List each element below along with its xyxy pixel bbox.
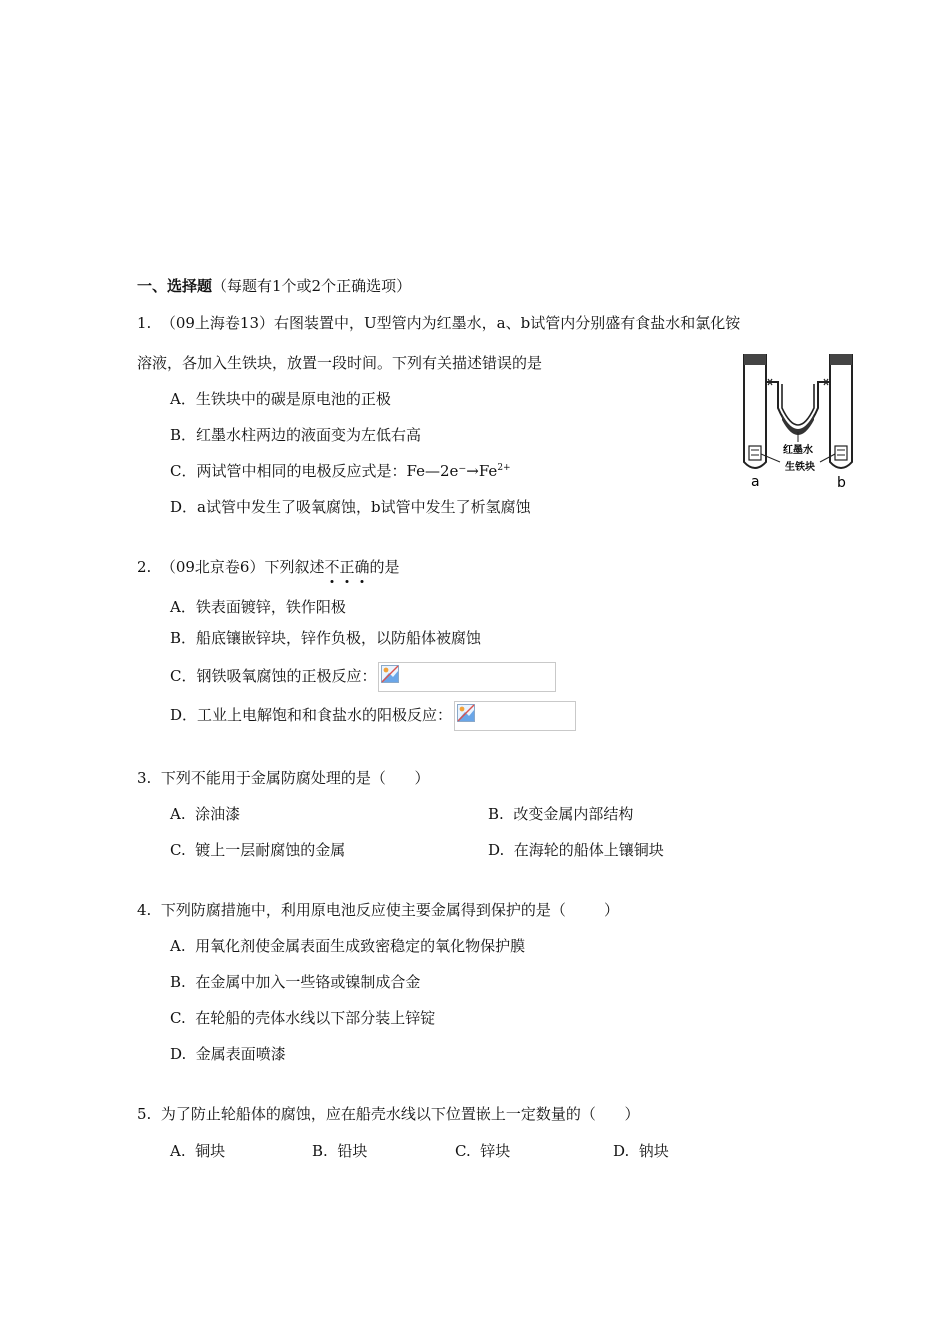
section-title-text: 一、选择题	[137, 277, 213, 295]
q1-option-c	[170, 461, 511, 481]
q3-option-d: D. 在海轮的船体上镶铜块	[488, 841, 664, 859]
q3-option-b: B. 改变金属内部结构	[488, 805, 634, 823]
q3-option-a: A. 涂油漆	[170, 805, 241, 823]
stopper-b	[830, 354, 852, 365]
q2-option-a: A．铁表面镀锌，铁作阳极	[170, 598, 346, 616]
q4-option-b: B. 在金属中加入一些铬或镍制成合金	[170, 973, 421, 991]
q1-stem-line2: 溶液，各加入生铁块，放置一段时间。下列有关描述错误的是	[137, 354, 543, 372]
broken-image-icon	[457, 704, 475, 722]
q3-option-c: C. 镀上一层耐腐蚀的金属	[170, 841, 346, 859]
q1-stem-line1: 1. （09上海卷13）右图装置中，U型管内为红墨水，a、b试管内分别盛有食盐水和氯化铵	[137, 314, 741, 332]
q4-stem: 4. 下列防腐措施中，利用原电池反应使主要金属得到保护的是（ ）	[137, 901, 619, 919]
broken-image-icon	[381, 665, 399, 683]
q2-emph-char-1: 不	[324, 558, 340, 576]
q1-option-d: D．a试管中发生了吸氧腐蚀，b试管中发生了析氢腐蚀	[170, 498, 531, 516]
label-red-ink: 红墨水	[783, 445, 813, 456]
q2-stem	[137, 557, 400, 577]
u-tube	[766, 382, 830, 431]
q5-stem: 5. 为了防止轮船体的腐蚀，应在船壳水线以下位置嵌上一定数量的（ ）	[137, 1105, 640, 1123]
stopper-a	[744, 354, 766, 365]
q4-option-a: A. 用氧化剂使金属表面生成致密稳定的氧化物保护膜	[170, 937, 526, 955]
q2-option-c-equation-image	[378, 662, 556, 692]
q5-option-d: D. 钠块	[613, 1142, 669, 1160]
section-title	[137, 276, 411, 296]
q2-option-c	[170, 661, 556, 692]
q2-option-d	[170, 700, 576, 731]
q2-option-d-text: D．工业上电解饱和和食盐水的阳极反应：	[170, 706, 453, 724]
q1-option-c-charge: 2+	[497, 463, 511, 473]
section-note: （每题有1个或2个正确选项）	[212, 277, 412, 295]
q5-option-c: C. 锌块	[455, 1142, 511, 1160]
q4-option-d: D. 金属表面喷漆	[170, 1045, 286, 1063]
q2-option-c-text: C．钢铁吸氧腐蚀的正极反应：	[170, 667, 377, 685]
iron-block-b	[835, 446, 847, 460]
label-b: b	[837, 475, 846, 490]
label-iron-block: 生铁块	[785, 462, 815, 473]
q2-stem-suffix: 的是	[369, 558, 400, 576]
q2-option-d-equation-image	[454, 701, 576, 731]
q2-emph-char-3: 确	[354, 558, 370, 576]
q1-option-b: B．红墨水柱两边的液面变为左低右高	[170, 426, 422, 444]
q5-option-b: B. 铅块	[312, 1142, 368, 1160]
q2-stem-prefix: 2. （09北京卷6）下列叙述	[137, 558, 325, 576]
q1-option-c-text: C．两试管中相同的电极反应式是：Fe—2e⁻→Fe	[170, 462, 498, 480]
iron-block-a	[749, 446, 761, 460]
label-a: a	[751, 474, 760, 490]
q1-option-a: A．生铁块中的碳是原电池的正极	[170, 390, 391, 408]
q4-option-c: C. 在轮船的壳体水线以下部分装上锌锭	[170, 1009, 436, 1027]
u-tube-diagram	[738, 350, 862, 490]
q2-emph-char-2: 正	[339, 558, 355, 576]
q2-option-b: B．船底镶嵌锌块，锌作负极，以防船体被腐蚀	[170, 629, 482, 647]
q3-stem: 3. 下列不能用于金属防腐处理的是（ ）	[137, 769, 430, 787]
q5-option-a: A. 铜块	[170, 1142, 226, 1160]
